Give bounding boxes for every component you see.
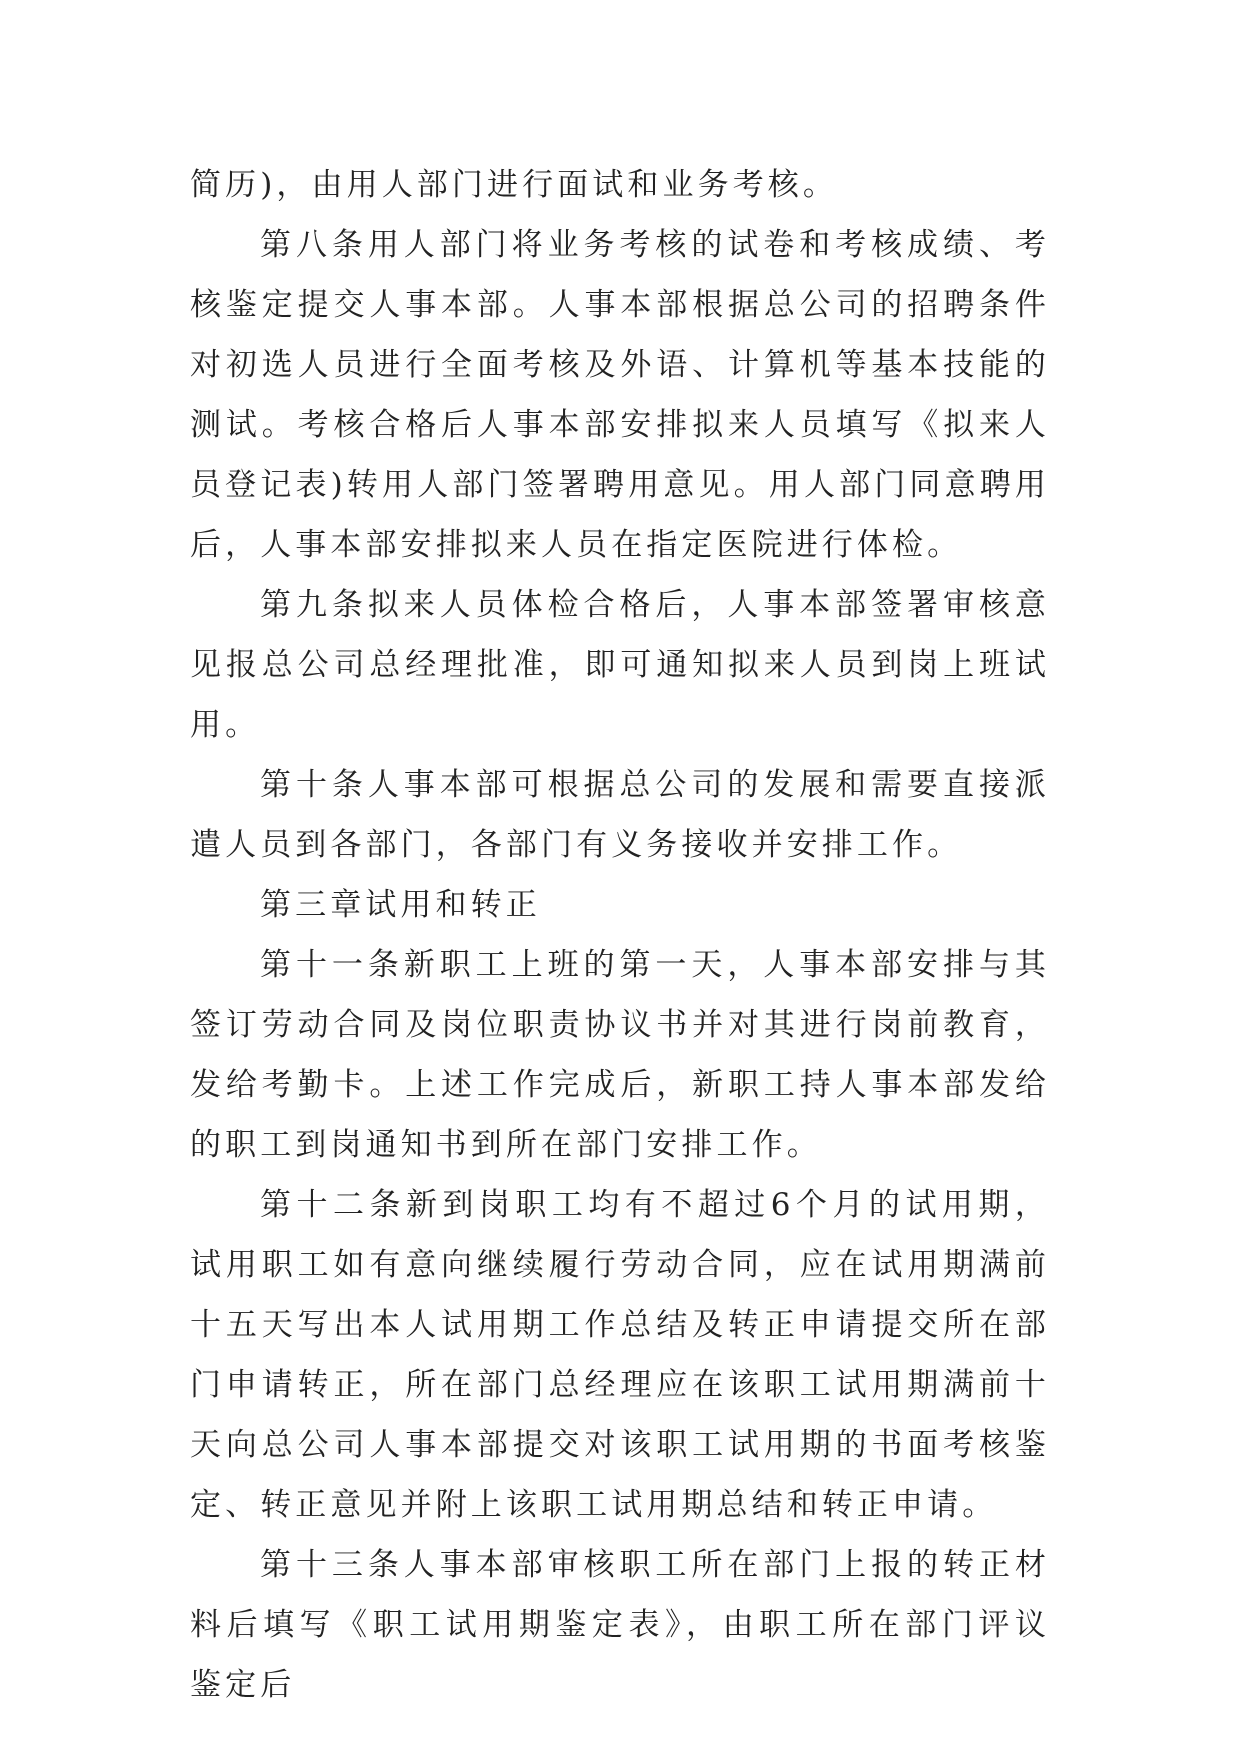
paragraph-article-12: 第十二条新到岗职工均有不超过6个月的试用期，试用职工如有意向继续履行劳动合同，应在试用期满前十五天写出本人试用期工作总结及转正申请提交所在部门申请转正，所在部门总经理应在该职工试用期满前十天向总公司人事本部提交对该职工试用期的书面考核鉴定、转正意见并附上该职工试用期总结和转正申请。 xyxy=(190,1187,1050,1523)
paragraph-article-10: 第十条人事本部可根据总公司的发展和需要直接派遣人员到各部门，各部门有义务接收并安排工作。 xyxy=(190,767,1050,863)
paragraph-article-8: 第八条用人部门将业务考核的试卷和考核成绩、考核鉴定提交人事本部。人事本部根据总公司的招聘条件对初选人员进行全面考核及外语、计算机等基本技能的测试。考核合格后人事本部安排拟来人员填写《拟来人员登记表)转用人部门签署聘用意见。用人部门同意聘用后，人事本部安排拟来人员在指定医院进行体检。 xyxy=(190,227,1050,563)
paragraph-article-13: 第十三条人事本部审核职工所在部门上报的转正材料后填写《职工试用期鉴定表》，由职工所在部门评议鉴定后 xyxy=(190,1547,1050,1703)
paragraph-article-9: 第九条拟来人员体检合格后，人事本部签署审核意见报总公司总经理批准，即可通知拟来人员到岗上班试用。 xyxy=(190,587,1050,743)
chapter-heading: 第三章试用和转正 xyxy=(260,887,541,923)
paragraph-1: 简历)，由用人部门进行面试和业务考核。 xyxy=(190,167,838,203)
document-body xyxy=(190,155,1050,1715)
paragraph-article-11: 第十一条新职工上班的第一天，人事本部安排与其签订劳动合同及岗位职责协议书并对其进行岗前教育，发给考勤卡。上述工作完成后，新职工持人事本部发给的职工到岗通知书到所在部门安排工作。 xyxy=(190,947,1050,1163)
